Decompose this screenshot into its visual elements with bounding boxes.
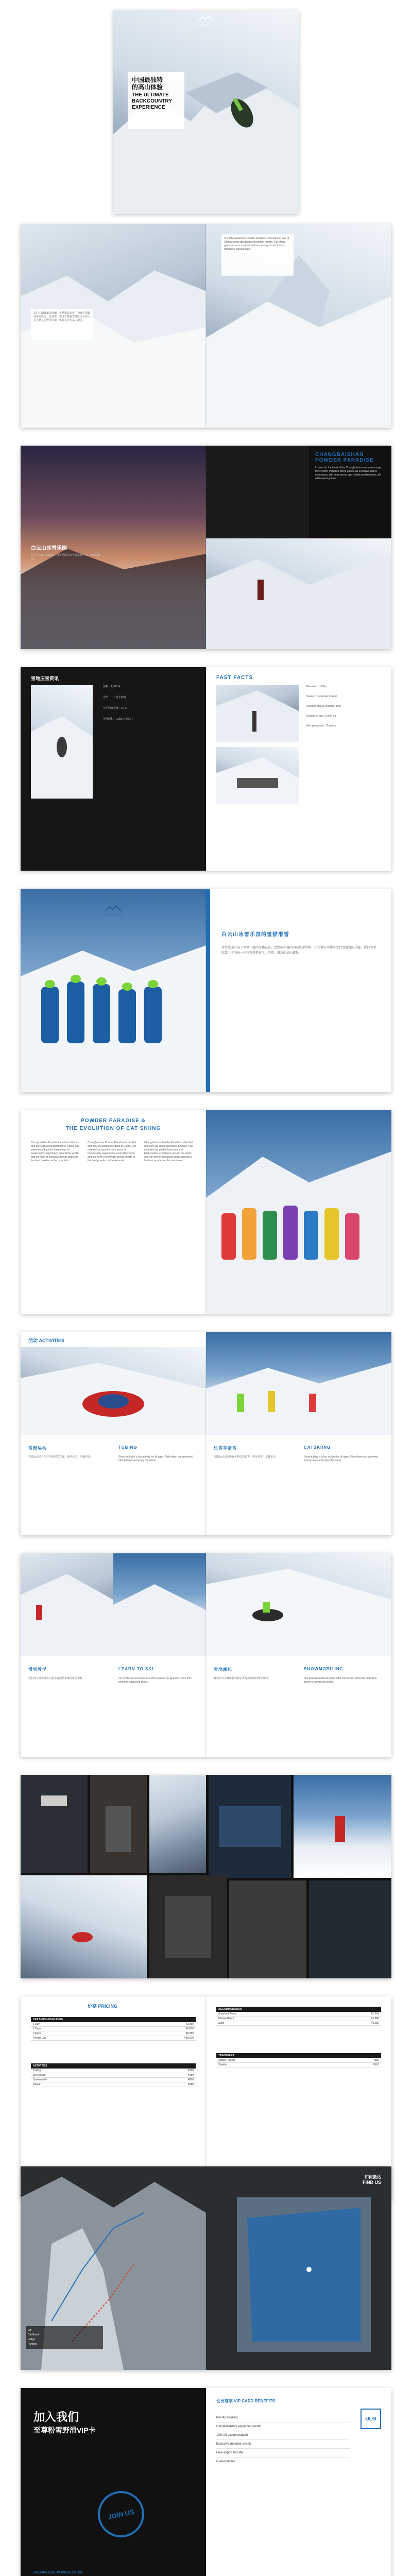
spread-8-col4-body: Our professional instructors offer lessons for all levels, from first-timers to advanced skiers. [304,1677,377,1684]
spread-8-col1-body: 我们的专业教练将为初学者提供系统的滑雪课程。 [28,1677,85,1680]
spread-2-body-en: The Changbaishan Powder Paradise is located on one of China's most spectacular mountain ranges. Cat skiing gives access to untracked backcountry terrain that is otherwise unreachable. [224,237,289,251]
spread-7-col3-body: 雪圈运动适合所有年龄层的宾客，简单易学，乐趣无穷。 [214,1455,279,1459]
spread-10-heading [88,2003,117,2009]
spread-6-heading-2: THE EVOLUTION OF CAT SKIING [65,1126,161,1131]
collage-photo-4 [21,1875,147,1978]
pricing-item: Rental [33,2083,41,2086]
vip-benefit-item: Complimentary equipment rental [216,2422,350,2431]
legend-item-2: Cat Road [28,2333,39,2336]
spread-2-left-photo [21,224,206,428]
spread-4-left-photo [31,685,93,799]
vip-benefit-item: Priority booking [216,2414,350,2422]
fact-cn-2: 雪季：十二月至四月 [103,696,127,699]
spread-11 [21,2166,391,2370]
spread-2-left-textbox [31,309,93,340]
pricing-table-3-title: ACCOMMODATION [216,2007,381,2012]
find-us-heading-cn: 如何抵达 [365,2175,381,2179]
pricing-item: Shuttle [218,2063,227,2066]
spread-8-photo-1 [21,1553,113,1656]
ulg-badge: ULG [360,2409,381,2429]
vip-heading-cn: 加入我们 [33,2411,79,2424]
spread-3-right-photo [206,538,391,649]
legend-item-3: Lodge [28,2338,35,2341]
cover-title-en-3: EXPERIENCE [132,105,165,110]
spread-7-left [21,1332,206,1535]
fact-cn-1: 海拔：1,800 米 [103,685,121,688]
pricing-value: ¥280 [187,2083,194,2086]
collage-photo-9 [309,1880,391,1978]
pricing-row [31,2036,196,2041]
pricing-row [31,2073,196,2078]
pricing-item: 2 Days [33,2027,41,2030]
spread-2 [21,224,391,428]
pricing-value: ¥3,280 [371,2022,379,2025]
pricing-row [216,2012,381,2016]
spread-3-left-photo [21,446,206,649]
spread-8-col2-title: LEARN TO SKI [118,1667,154,1671]
spread-4-fast-facts-title: FAST FACTS [216,675,253,681]
spread-8-photo-2 [113,1553,206,1656]
mountain-logo-icon [198,16,214,21]
spread-8 [21,1553,391,1757]
spread-7 [21,1332,391,1535]
spread-5-body-cn: 冰雪乐园引进了世界一流的雪猫设备，由经验丰富的国际导游带领，让宾客安全地享受野雪滑雪的乐趣。我们的团队致力于为每一位宾客提供安全、舒适、难忘的高山体验。 [221,946,376,955]
vip-benefit-item: Exclusive member events [216,2440,350,2449]
spread-4-right-photo-1 [216,685,299,742]
legend-item-4: Parking [28,2343,37,2346]
vip-benefits-heading [216,2398,275,2404]
spread-11-left [21,2166,206,2370]
spread-3-text-panel [309,446,391,538]
spread-3-heading-en-1: CHANGBAISHAN [315,452,364,457]
collage-photo-8 [229,1880,306,1978]
pricing-item: Ski Lesson [33,2074,46,2077]
spread-12 [21,2388,391,2576]
spread-7-col1-title: 雪圈运动 [28,1446,47,1450]
spread-8-right [206,1553,391,1757]
pricing-value: ¥1,880 [371,2017,379,2020]
mountain-logo-icon [106,906,121,911]
spread-2-right-textbox [221,234,294,276]
fact-cn-4: 可滑面积：2,000 公顷以上 [103,718,133,721]
spread-7-col2-body: Snow tubing is a fun activity for all ages. Ride down our groomed tubing lanes and enjoy the views. [118,1455,193,1462]
pricing-table-1 [31,2017,196,2041]
pricing-item: Deluxe Room [218,2017,234,2020]
pricing-item: Tubing [33,2069,41,2072]
vip-website[interactable]: DAJIAN.CBS-POWDER.COM [33,2571,82,2574]
pricing-value: ¥2,980 [185,2023,194,2026]
pricing-table-2-title: ACTIVITIES [31,2063,196,2069]
spread-4-left [21,667,206,871]
vip-card [94,2487,149,2542]
collage-photo-3 [149,1775,206,1873]
pricing-row [31,2069,196,2073]
collage-photo-6 [294,1775,391,1878]
spread-4 [21,667,391,871]
cover-title-cn-1: 中国最独特 [132,76,163,83]
spread-5-blue-stripe [206,889,210,1092]
spread-6-right-photo [206,1110,391,1314]
cover-title-en-1: THE ULTIMATE [132,92,169,98]
vip-benefits-title-en: VIP CARD BENEFITS [234,2399,276,2403]
spread-11-right [206,2166,391,2370]
spread-6 [21,1110,391,1314]
spread-2-body-cn: 长白山山脉雄伟壮丽，冬季银装素裹，拥有中国最纯净的粉雪。在这里，您可以搭乘雪地压雪车深入无人踏足的野雪区域，体验真正的高山滑雪。 [33,312,91,322]
legend-item-1: Lift [28,2329,31,2332]
pricing-item: Suite [218,2022,225,2025]
spread-8-col3-body: 我们的专业教练将为初学者提供系统的滑雪课程。 [214,1677,271,1680]
spread-7-heading [28,1337,64,1344]
fact-en-4: Skiable terrain: 2,000+ ha [306,715,336,718]
spread-cover [113,10,299,214]
region-map [206,2166,391,2370]
pricing-row [216,2021,381,2026]
spread-5-logo [98,904,129,916]
map-legend [26,2326,103,2349]
vip-benefits-list [216,2414,350,2466]
spread-2-right-photo [206,224,391,428]
fact-en-2: Season: December to April [306,695,337,698]
spread-7-col2-title: TUBING [118,1445,138,1450]
spread-6-left [21,1110,206,1314]
spread-12-left [21,2388,206,2576]
spread-5-heading-cn: 白云山冰雪乐园的雪猫滑雪 [221,932,289,938]
pricing-row [31,2082,196,2087]
pricing-item: Snowmobile [33,2078,47,2081]
pricing-value: ¥680 [187,2074,194,2077]
pricing-heading-en: PRICING [98,2004,118,2009]
spread-6-body-col-1: Changbaishan Powder Paradise is the first and only cat skiing operation in China. Our experienced guides have years of backcountry experience around the world, and our fleet of snowcats brings guests to the best powder on the mountain. [31,1141,80,1162]
pricing-item: Private Cat [33,2037,46,2040]
pricing-item: Airport Pick-up [218,2059,235,2062]
spread-4-facts-cn [103,685,196,728]
spread-8-col2-body: Our professional instructors offer lessons for all levels, from first-timers to advanced skiers. [118,1677,192,1684]
spread-7-right [206,1332,391,1535]
vip-benefits-title-cn: 会员尊享 [216,2399,233,2403]
find-us-heading [309,2174,381,2185]
pricing-table-3 [216,2007,381,2026]
pricing-heading-cn: 价格 [88,2004,97,2009]
spread-4-facts-en [306,685,384,734]
spread-3-heading-cn: 白云山冰雪乐园 [31,546,67,551]
spread-4-heading-cn: 雪地压雪资讯 [31,676,59,681]
pricing-row [31,2027,196,2031]
pricing-table-4-title: TRANSFERS [216,2053,381,2058]
pricing-value: ¥180 [187,2069,194,2072]
collage-photo-1 [21,1775,88,1873]
spread-7-col3-title: 压雪车滑雪 [214,1446,237,1450]
vip-join-tag: JOIN US [107,2507,135,2521]
pricing-value: ¥38,000 [184,2037,194,2040]
spread-7-col4-body: Snow tubing is a fun activity for all ages. Ride down our groomed tubing lanes and enjoy the views. [304,1455,378,1462]
pricing-row [31,2078,196,2082]
spread-8-col4-title: SNOWMOBILING [304,1667,344,1671]
pricing-item: 3 Days [33,2032,41,2035]
pricing-table-2 [31,2063,196,2087]
collage-photo-2 [90,1775,147,1873]
pricing-table-4 [216,2053,381,2067]
spread-8-col3-title: 雪地摩托 [214,1667,232,1672]
spread-7-col1-body: 雪圈运动适合所有年龄层的宾客，简单易学，乐趣无穷。 [28,1455,93,1459]
spread-7-heading-cn: 活动 [28,1338,38,1343]
pricing-row [31,2022,196,2027]
spread-5 [21,889,391,1092]
pricing-item: 1 Day [33,2023,40,2026]
spread-6-body-col-3: Changbaishan Powder Paradise is the first and only cat skiing operation in China. Our experienced guides have years of backcountry experience around the world, and our fleet of snowcats brings guests to the best powder on the mountain. [144,1141,193,1162]
spread-7-tubing-photo [21,1347,206,1435]
pricing-row [31,2031,196,2036]
collage-photo-7 [149,1875,227,1978]
pricing-value: ¥120 [373,2063,379,2066]
pricing-item: Standard Room [218,2012,237,2015]
pricing-row [216,2058,381,2063]
cover-logo-text: CHANGBAISHAN [194,24,217,26]
spread-4-right [206,667,391,871]
fact-en-3: Average annual snowfall: 10m [306,705,341,708]
pricing-row [216,2016,381,2021]
spread-12-right [206,2388,391,2576]
spread-3-right [206,446,391,649]
spread-7-col4-title: CATSKIING [304,1445,331,1450]
fact-en-1: Elevation: 1,800m [306,685,328,688]
pricing-value: ¥5,680 [185,2027,194,2030]
find-us-heading-en: FIND US [363,2180,381,2185]
spread-9 [21,1775,391,1978]
cover-title-block [128,72,184,129]
pricing-value: ¥8,280 [185,2032,194,2035]
pricing-value: ¥1,280 [371,2012,379,2015]
pricing-table-1-title: CAT SKIING PACKAGES [31,2017,196,2022]
spread-5-logo-text: CHANGBAISHAN [101,913,125,916]
spread-3-body-en: Located in the heart of the Changbaishan mountain range, the Powder Paradise offers guests an exclusive alpine experience with deep snow, open bowls and tree runs, all with expert guides. [315,466,382,480]
spread-4-right-photo-2 [216,747,299,804]
spread-8-col1-title: 滑雪教学 [28,1667,47,1672]
spread-8-left [21,1553,206,1757]
fact-en-5: Max group size: 12 guests [306,724,337,727]
spread-6-heading-1: POWDER PARADISE & [81,1118,146,1124]
fact-cn-3: 年平均降雪量：10 米 [103,707,127,710]
spread-8-photo-3 [206,1553,391,1656]
spread-3-heading-en-2: POWDER PARADISE [315,457,374,463]
pricing-value: ¥380 [373,2059,379,2062]
vip-benefit-item: Free airport transfer [216,2449,350,2458]
vip-benefit-item: Guest passes [216,2458,350,2466]
spread-7-heading-en: ACTIVITIES [39,1338,65,1343]
spread-7-catski-photo [206,1332,391,1435]
pricing-row [216,2063,381,2067]
spread-3 [21,446,391,649]
cover-logo [191,14,221,26]
cover-title-en-2: BACKCOUNTRY [132,98,172,104]
spread-3-body-cn: 位于长白山山脉腹地，冰雪乐园为宾客提供独一无二的高山体验。 [31,554,101,561]
cover-title-cn-2: 的高山体验 [132,83,163,91]
collage-photo-5 [209,1775,291,1878]
vip-sub-cn: 至尊粉雪野滑VIP卡 [33,2426,96,2434]
spread-6-body-col-2: Changbaishan Powder Paradise is the first and only cat skiing operation in China. Our experienced guides have years of backcountry experience around the world, and our fleet of snowcats brings guests to the best powder on the mountain. [88,1141,136,1162]
spread-5-right [206,889,391,1092]
pricing-value: ¥880 [187,2078,194,2081]
vip-benefit-item: 10% off accommodation [216,2431,350,2440]
spread-5-left-photo [21,889,206,1092]
